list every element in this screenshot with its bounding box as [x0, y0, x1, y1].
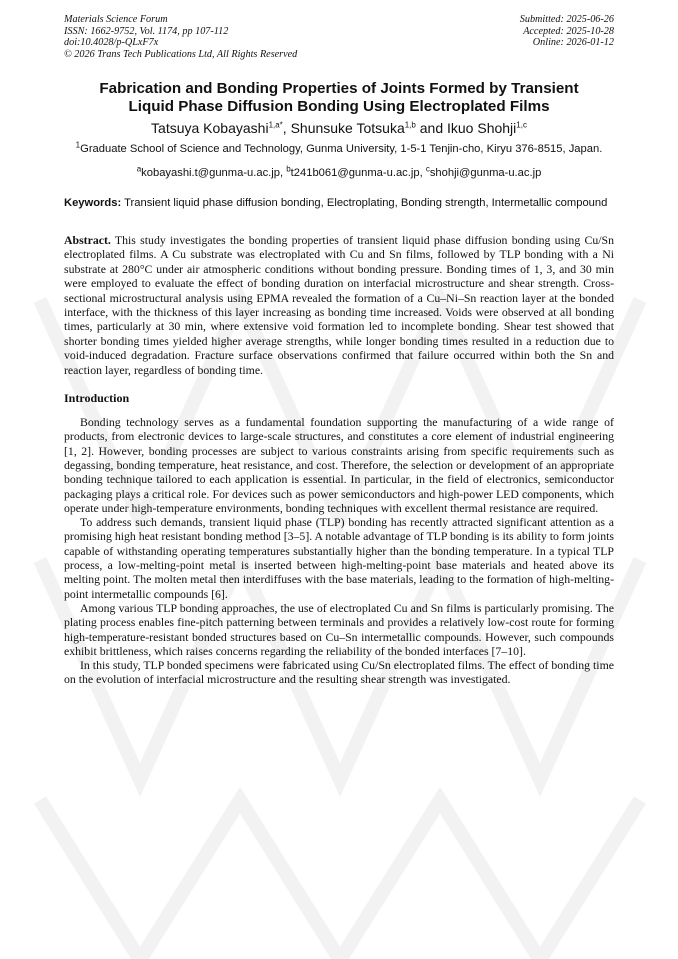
email-a-marker: a [136, 164, 142, 174]
author-1: Tatsuya Kobayashi [151, 120, 269, 136]
author-sep-2: and [415, 120, 447, 136]
email-list [64, 166, 614, 180]
abstract [64, 233, 614, 377]
email-a[interactable]: kobayashi.t@gunma-u.ac.jp, [141, 167, 287, 179]
abstract-label: Abstract. [64, 233, 111, 247]
email-b[interactable]: t241b061@gunma-u.ac.jp, [290, 167, 426, 179]
doi-line[interactable]: doi:10.4028/p-QLxF7x [64, 37, 159, 48]
keywords-text: Transient liquid phase diffusion bonding, Electroplating, Bonding strength, Intermetallic compound [121, 197, 608, 209]
affiliation [64, 142, 614, 157]
keywords [64, 196, 614, 210]
affiliation-text: Graduate School of Science and Technology, Gunma University, 1-5-1 Tenjin-cho, Kiryu 376-8515, Japan. [80, 143, 603, 155]
intro-paragraph-1: Bonding technology serves as a fundamental foundation supporting the manufacturing of a wide range of products, from electronic devices to large-scale structures, and constitutes a core element of industrial engineering [1, 2]. However, bonding processes are subject to various constraints arising from specific requirements such as degassing, bonding temperature, heat resistance, and cost. Therefore, the selection or development of an appropriate bonding technique tailored to each application is essential. In particular, in the field of electronics, semiconductor packaging plays a critical role. For devices such as power semiconductors and high-power LED components, which operate under high-temperature environments, bonding techniques with excellent thermal resistance are required. [64, 415, 614, 515]
header-left [64, 14, 297, 60]
author-2: Shunsuke Totsuka [290, 120, 405, 136]
journal-name: Materials Science Forum [64, 14, 168, 25]
author-3-affil: 1,c [516, 120, 527, 130]
email-b-marker: b [286, 164, 291, 174]
issn-line: ISSN: 1662-9752, Vol. 1174, pp 107-112 [64, 25, 229, 37]
author-sep-1: , [282, 120, 291, 136]
keywords-label: Keywords: [64, 197, 122, 209]
copyright-line: © 2026 Trans Tech Publications Ltd, All Rights Reserved [64, 48, 298, 60]
intro-paragraph-3: Among various TLP bonding approaches, the use of electroplated Cu and Sn films is particularly promising. The plating process enables fine-pitch patterning between terminals and provides a relatively low-cost route for forming high-temperature-resistant bonded structures based on Cu–Sn intermetallic compounds. However, such compounds exhibit brittleness, which raises concerns regarding the reliability of the bonded interfaces [7–10]. [64, 600, 614, 658]
affiliation-marker: 1 [75, 140, 81, 150]
journal-header [64, 14, 614, 60]
intro-paragraph-2: To address such demands, transient liquid phase (TLP) bonding has recently attracted significant attention as a promising high heat resistant bonding method [3–5]. A notable advantage of TLP bonding is its ability to form joints capable of withstanding operating temperatures substantially higher than the bonding temperature. In a typical TLP process, a low-melting-point metal is inserted between high-melting-point base materials and heated above its melting point. The molten metal then interdiffuses with the base materials, leading to the formation of high-melting-point intermetallic compounds [6]. [64, 515, 614, 601]
header-right [520, 14, 614, 60]
accepted-date: Accepted: 2025-10-28 [523, 25, 614, 37]
author-list [64, 120, 614, 137]
author-2-affil: 1,b [404, 120, 416, 130]
submitted-date: Submitted: 2025-06-26 [519, 14, 614, 25]
title-line-2: Liquid Phase Diffusion Bonding Using Electroplated Films [128, 98, 550, 115]
online-date: Online: 2026-01-12 [532, 37, 614, 48]
email-c-marker: c [425, 164, 430, 174]
paper-title [64, 80, 614, 116]
title-line-1: Fabrication and Bonding Properties of Joints Formed by Transient [99, 80, 579, 97]
intro-paragraph-4: In this study, TLP bonded specimens were fabricated using Cu/Sn electroplated films. The effect of bonding time on the evolution of interfacial microstructure and the resulting shear strength was investigated. [64, 658, 614, 687]
author-1-affil: 1,a* [268, 120, 283, 130]
author-3: Ikuo Shohji [447, 120, 517, 136]
introduction-heading: Introduction [64, 391, 130, 406]
email-c[interactable]: shohji@gunma-u.ac.jp [429, 167, 542, 179]
abstract-text: This study investigates the bonding properties of transient liquid phase diffusion bonding using Cu/Sn electroplated films. A Cu substrate was electroplated with Cu and Sn films, followed by TLP bonding with a Ni substrate at 280°C under air atmospheric conditions without bonding pressure. Bonding times of 1, 3, and 30 min were employed to evaluate the effect of bonding duration on interfacial microstructure and shear strength. Cross-sectional microstructural analysis using EPMA revealed the formation of a Cu–Ni–Sn reaction layer at the bonded interface, with the thickness of this layer increasing as bonding time increased. Voids were observed at all bonding times, particularly at 30 min, where extensive void formation led to incomplete bonding. Shear test showed that shorter bonding times yielded higher average strengths, while longer bonding times resulted in a reduction due to void-induced degradation. Fracture surface observations confirmed that failure occurred within both the Sn and reaction layer, regardless of bonding time. [64, 233, 614, 377]
